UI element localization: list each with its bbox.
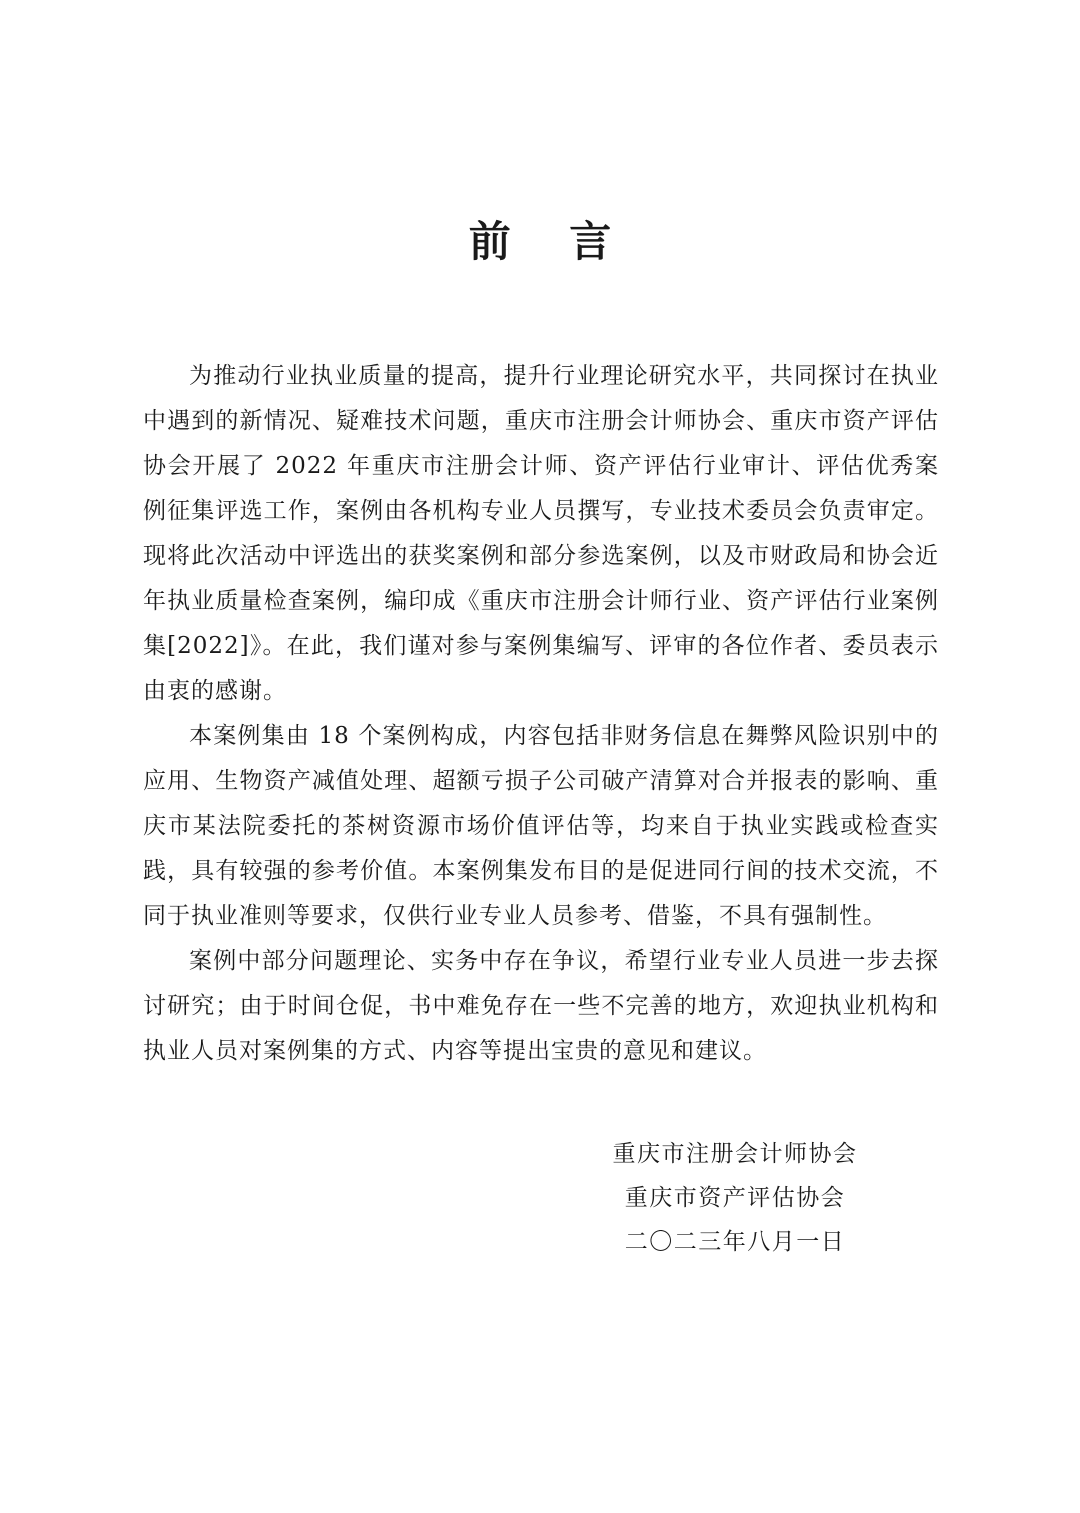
paragraph-2: 本案例集由 18 个案例构成，内容包括非财务信息在舞弊风险识别中的应用、生物资产减值处理、超额亏损子公司破产清算对合并报表的影响、重庆市某法院委托的茶树资源市场价值评估等，均来自于执业实践或检查实践，具有较强的参考价值。本案例集发布目的是促进同行间的技术交流，不同于执业准则等要求，仅供行业专业人员参考、借鉴，不具有强制性。 [143,723,939,929]
preface-body [143,354,939,1074]
signature-date: 二〇二三年八月一日 [624,1229,846,1255]
paragraph-1: 为推动行业执业质量的提高，提升行业理论研究水平，共同探讨在执业中遇到的新情况、疑难技术问题，重庆市注册会计师协会、重庆市资产评估协会开展了 2022 年重庆市注册会计师、资产评估行业审计、评估优秀案例征集评选工作，案例由各机构专业人员撰写，专业技术委员会负责审定。现将此次活动中评选出的获奖案例和部分参选案例，以及市财政局和协会近年执业质量检查案例，编印成《重庆市注册会计师行业、资产评估行业案例集[2022]》。在此，我们谨对参与案例集编写、评审的各位作者、委员表示由衷的感谢。 [143,363,939,704]
page-title: 前 言 [468,217,634,266]
signature-block [590,1132,880,1264]
signature-org-appraisal: 重庆市资产评估协会 [624,1185,846,1211]
signature-org-cpa: 重庆市注册会计师协会 [612,1141,858,1167]
paragraph-3: 案例中部分问题理论、实务中存在争议，希望行业专业人员进一步去探讨研究；由于时间仓促，书中难免存在一些不完善的地方，欢迎执业机构和执业人员对案例集的方式、内容等提出宝贵的意见和建议。 [143,948,939,1064]
